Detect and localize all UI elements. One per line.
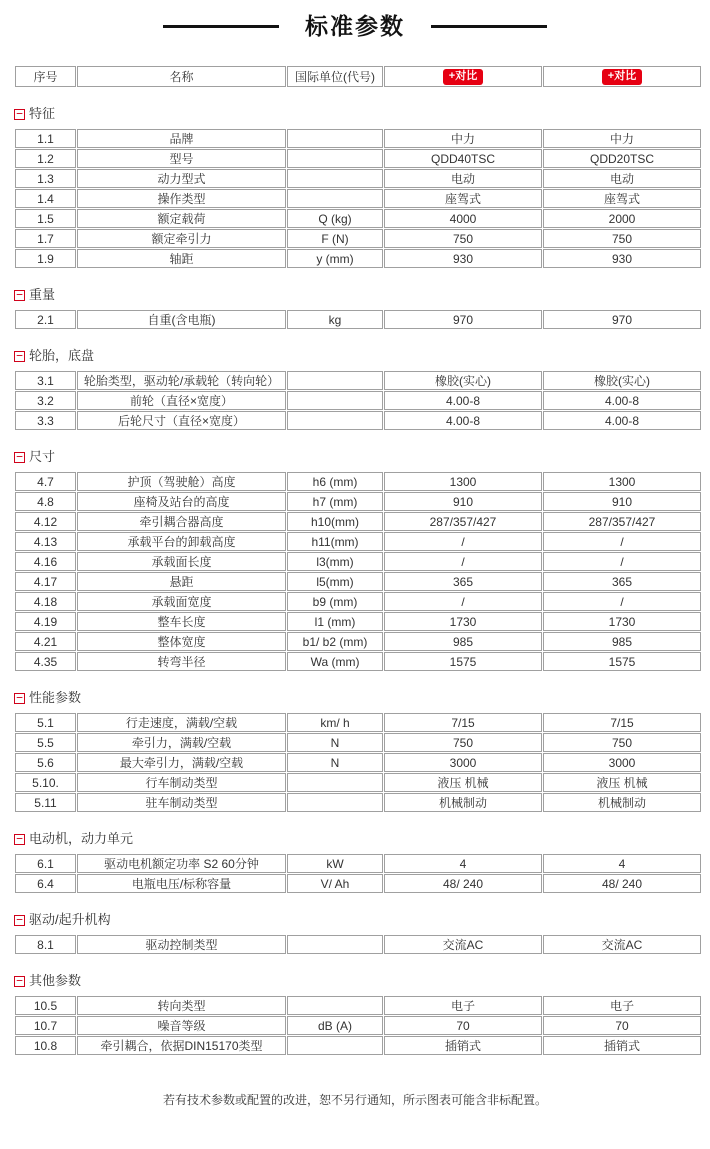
cell-name: 悬距 <box>77 572 286 591</box>
table-row <box>15 996 701 1015</box>
section-table <box>14 370 702 431</box>
cell-value-model-1: 1575 <box>384 652 542 671</box>
section-title: 轮胎，底盘 <box>29 348 95 363</box>
cell-unit <box>287 1036 383 1055</box>
cell-value-model-1: 750 <box>384 733 542 752</box>
page-title: 标准参数 <box>305 13 405 39</box>
cell-value-model-2: 4.00-8 <box>543 411 701 430</box>
spec-section <box>0 913 710 955</box>
section-header[interactable] <box>14 974 710 988</box>
cell-unit: b1/ b2 (mm) <box>287 632 383 651</box>
cell-index: 1.4 <box>15 189 76 208</box>
cell-value-model-1: 1730 <box>384 612 542 631</box>
section-title: 其他参数 <box>29 973 82 988</box>
cell-index: 5.1 <box>15 713 76 732</box>
cell-value-model-1: 4000 <box>384 209 542 228</box>
cell-unit: l3(mm) <box>287 552 383 571</box>
cell-name: 座椅及站台的高度 <box>77 492 286 511</box>
cell-index: 1.9 <box>15 249 76 268</box>
cell-index: 1.3 <box>15 169 76 188</box>
spec-section <box>0 450 710 672</box>
spec-section <box>0 288 710 330</box>
cell-name: 轮胎类型，驱动轮/承载轮（转向轮） <box>77 371 286 390</box>
cell-unit: h7 (mm) <box>287 492 383 511</box>
cell-value-model-2: / <box>543 532 701 551</box>
cell-value-model-1: 287/357/427 <box>384 512 542 531</box>
section-table <box>14 712 702 813</box>
cell-value-model-1: 交流AC <box>384 935 542 954</box>
cell-name: 转弯半径 <box>77 652 286 671</box>
cell-index: 3.2 <box>15 391 76 410</box>
cell-unit: y (mm) <box>287 249 383 268</box>
cell-value-model-2: 4 <box>543 854 701 873</box>
section-table <box>14 995 702 1056</box>
cell-value-model-1: QDD40TSC <box>384 149 542 168</box>
table-row <box>15 1036 701 1055</box>
cell-name: 噪音等级 <box>77 1016 286 1035</box>
cell-value-model-2: 3000 <box>543 753 701 772</box>
cell-name: 行车制动类型 <box>77 773 286 792</box>
cell-value-model-1: / <box>384 532 542 551</box>
table-row <box>15 572 701 591</box>
cell-unit <box>287 169 383 188</box>
cell-name: 电瓶电压/标称容量 <box>77 874 286 893</box>
page-title-row <box>0 12 710 40</box>
cell-value-model-2: 1730 <box>543 612 701 631</box>
cell-name: 轴距 <box>77 249 286 268</box>
cell-index: 6.1 <box>15 854 76 873</box>
table-row <box>15 632 701 651</box>
cell-index: 4.16 <box>15 552 76 571</box>
cell-unit: kg <box>287 310 383 329</box>
table-row <box>15 169 701 188</box>
cell-index: 10.7 <box>15 1016 76 1035</box>
cell-value-model-1: 机械制动 <box>384 793 542 812</box>
cell-value-model-2: 交流AC <box>543 935 701 954</box>
collapse-minus-icon[interactable]: − <box>14 351 25 362</box>
cell-value-model-2: / <box>543 552 701 571</box>
section-header[interactable] <box>14 913 710 927</box>
cell-value-model-1: 电子 <box>384 996 542 1015</box>
cell-value-model-2: 48/ 240 <box>543 874 701 893</box>
spec-section <box>0 691 710 813</box>
cell-name: 护顶（驾驶舱）高度 <box>77 472 286 491</box>
cell-index: 5.11 <box>15 793 76 812</box>
spec-section <box>0 107 710 269</box>
cell-index: 6.4 <box>15 874 76 893</box>
cell-unit <box>287 149 383 168</box>
section-table <box>14 128 702 269</box>
section-header[interactable] <box>14 832 710 846</box>
cell-value-model-1: 4 <box>384 854 542 873</box>
cell-value-model-2: QDD20TSC <box>543 149 701 168</box>
cell-value-model-2: 1575 <box>543 652 701 671</box>
cell-index: 3.3 <box>15 411 76 430</box>
cell-unit: l5(mm) <box>287 572 383 591</box>
table-row <box>15 129 701 148</box>
cell-unit <box>287 773 383 792</box>
cell-unit: b9 (mm) <box>287 592 383 611</box>
cell-index: 2.1 <box>15 310 76 329</box>
table-row <box>15 532 701 551</box>
cell-name: 动力型式 <box>77 169 286 188</box>
cell-value-model-2: 橡胶(实心) <box>543 371 701 390</box>
cell-name: 额定载荷 <box>77 209 286 228</box>
column-header-unit: 国际单位(代号) <box>287 66 383 87</box>
cell-value-model-1: 橡胶(实心) <box>384 371 542 390</box>
cell-unit: Wa (mm) <box>287 652 383 671</box>
cell-value-model-2: 电动 <box>543 169 701 188</box>
cell-unit: km/ h <box>287 713 383 732</box>
table-row <box>15 753 701 772</box>
title-decor-line-left <box>163 25 279 28</box>
cell-unit <box>287 371 383 390</box>
compare-header-table <box>14 65 702 88</box>
cell-index: 4.13 <box>15 532 76 551</box>
cell-name: 最大牵引力，满载/空载 <box>77 753 286 772</box>
cell-name: 承载面长度 <box>77 552 286 571</box>
cell-value-model-2: 2000 <box>543 209 701 228</box>
cell-unit: kW <box>287 854 383 873</box>
cell-name: 牵引耦合器高度 <box>77 512 286 531</box>
cell-name: 整体宽度 <box>77 632 286 651</box>
cell-name: 前轮（直径×宽度） <box>77 391 286 410</box>
section-title: 重量 <box>29 287 56 302</box>
section-title: 电动机，动力单元 <box>29 831 134 846</box>
cell-name: 行走速度，满载/空载 <box>77 713 286 732</box>
cell-value-model-2: 70 <box>543 1016 701 1035</box>
column-header-name: 名称 <box>77 66 286 87</box>
collapse-minus-icon[interactable]: − <box>14 915 25 926</box>
footer-disclaimer: 若有技术参数或配置的改进，恕不另行通知，所示图表可能含非标配置。 <box>162 1093 547 1107</box>
cell-index: 4.7 <box>15 472 76 491</box>
cell-unit <box>287 793 383 812</box>
cell-name: 承载面宽度 <box>77 592 286 611</box>
cell-name: 驱动控制类型 <box>77 935 286 954</box>
collapse-minus-icon[interactable]: − <box>14 290 25 301</box>
cell-index: 3.1 <box>15 371 76 390</box>
cell-value-model-2: 930 <box>543 249 701 268</box>
section-header[interactable] <box>14 349 710 363</box>
compare-button-2[interactable]: +对比 <box>602 69 642 85</box>
section-table <box>14 309 702 330</box>
cell-index: 1.2 <box>15 149 76 168</box>
cell-value-model-2: 液压 机械 <box>543 773 701 792</box>
cell-value-model-2: 4.00-8 <box>543 391 701 410</box>
spec-section <box>0 832 710 894</box>
cell-index: 4.17 <box>15 572 76 591</box>
cell-index: 5.5 <box>15 733 76 752</box>
table-row <box>15 1016 701 1035</box>
cell-index: 4.8 <box>15 492 76 511</box>
collapse-minus-icon[interactable]: − <box>14 452 25 463</box>
cell-unit: N <box>287 733 383 752</box>
cell-value-model-2: 7/15 <box>543 713 701 732</box>
cell-name: 自重(含电瓶) <box>77 310 286 329</box>
cell-value-model-1: 液压 机械 <box>384 773 542 792</box>
cell-index: 1.1 <box>15 129 76 148</box>
collapse-minus-icon[interactable]: − <box>14 976 25 987</box>
cell-name: 牵引力，满载/空载 <box>77 733 286 752</box>
spec-section <box>0 349 710 431</box>
cell-value-model-1: 365 <box>384 572 542 591</box>
cell-unit: h6 (mm) <box>287 472 383 491</box>
cell-name: 后轮尺寸（直径×宽度） <box>77 411 286 430</box>
cell-unit <box>287 189 383 208</box>
cell-value-model-1: / <box>384 592 542 611</box>
title-decor-line-right <box>431 25 547 28</box>
column-header-model-2 <box>543 66 701 87</box>
cell-value-model-2: 365 <box>543 572 701 591</box>
table-row <box>15 733 701 752</box>
cell-value-model-2: 座驾式 <box>543 189 701 208</box>
cell-name: 整车长度 <box>77 612 286 631</box>
compare-button-1[interactable]: +对比 <box>443 69 483 85</box>
spec-sections <box>0 107 710 1056</box>
cell-value-model-1: 48/ 240 <box>384 874 542 893</box>
section-header[interactable] <box>14 288 710 302</box>
cell-value-model-2: 287/357/427 <box>543 512 701 531</box>
cell-unit: h11(mm) <box>287 532 383 551</box>
cell-value-model-1: 7/15 <box>384 713 542 732</box>
cell-value-model-1: 座驾式 <box>384 189 542 208</box>
cell-value-model-2: 机械制动 <box>543 793 701 812</box>
cell-name: 额定牵引力 <box>77 229 286 248</box>
table-row <box>15 492 701 511</box>
section-table <box>14 934 702 955</box>
cell-name: 牵引耦合，依据DIN15170类型 <box>77 1036 286 1055</box>
cell-index: 4.35 <box>15 652 76 671</box>
cell-unit: N <box>287 753 383 772</box>
table-row <box>15 371 701 390</box>
cell-value-model-1: 4.00-8 <box>384 411 542 430</box>
cell-value-model-1: 中力 <box>384 129 542 148</box>
table-header-row <box>15 66 701 87</box>
table-row <box>15 713 701 732</box>
cell-value-model-1: 插销式 <box>384 1036 542 1055</box>
section-header[interactable] <box>14 107 710 121</box>
cell-value-model-1: 电动 <box>384 169 542 188</box>
cell-index: 1.5 <box>15 209 76 228</box>
table-row <box>15 249 701 268</box>
table-row <box>15 652 701 671</box>
cell-value-model-1: 70 <box>384 1016 542 1035</box>
cell-value-model-2: 中力 <box>543 129 701 148</box>
section-title: 驱动/起升机构 <box>29 912 111 927</box>
cell-unit: l1 (mm) <box>287 612 383 631</box>
table-row <box>15 391 701 410</box>
table-row <box>15 874 701 893</box>
table-row <box>15 854 701 873</box>
cell-index: 4.19 <box>15 612 76 631</box>
cell-value-model-2: 970 <box>543 310 701 329</box>
table-row <box>15 411 701 430</box>
column-header-index: 序号 <box>15 66 76 87</box>
cell-value-model-1: / <box>384 552 542 571</box>
table-row <box>15 552 701 571</box>
cell-value-model-2: 插销式 <box>543 1036 701 1055</box>
cell-unit <box>287 411 383 430</box>
table-row <box>15 189 701 208</box>
cell-unit: dB (A) <box>287 1016 383 1035</box>
cell-value-model-1: 3000 <box>384 753 542 772</box>
table-row <box>15 773 701 792</box>
cell-name: 驱动电机额定功率 S2 60分钟 <box>77 854 286 873</box>
table-row <box>15 229 701 248</box>
cell-value-model-2: 910 <box>543 492 701 511</box>
cell-name: 品牌 <box>77 129 286 148</box>
cell-name: 承载平台的卸载高度 <box>77 532 286 551</box>
cell-value-model-2: / <box>543 592 701 611</box>
cell-name: 转向类型 <box>77 996 286 1015</box>
cell-index: 5.6 <box>15 753 76 772</box>
cell-index: 4.12 <box>15 512 76 531</box>
cell-value-model-1: 930 <box>384 249 542 268</box>
cell-unit <box>287 391 383 410</box>
cell-value-model-1: 4.00-8 <box>384 391 542 410</box>
collapse-minus-icon[interactable]: − <box>14 834 25 845</box>
cell-name: 驻车制动类型 <box>77 793 286 812</box>
table-row <box>15 793 701 812</box>
section-table <box>14 853 702 894</box>
cell-value-model-1: 985 <box>384 632 542 651</box>
cell-unit: Q (kg) <box>287 209 383 228</box>
table-row <box>15 472 701 491</box>
table-row <box>15 592 701 611</box>
cell-value-model-2: 1300 <box>543 472 701 491</box>
cell-value-model-2: 750 <box>543 229 701 248</box>
cell-index: 4.18 <box>15 592 76 611</box>
cell-value-model-1: 970 <box>384 310 542 329</box>
cell-name: 操作类型 <box>77 189 286 208</box>
table-row <box>15 209 701 228</box>
spec-section <box>0 974 710 1056</box>
table-row <box>15 612 701 631</box>
cell-value-model-1: 910 <box>384 492 542 511</box>
column-header-model-1 <box>384 66 542 87</box>
section-title: 性能参数 <box>29 690 82 705</box>
cell-value-model-1: 1300 <box>384 472 542 491</box>
table-row <box>15 935 701 954</box>
cell-index: 10.5 <box>15 996 76 1015</box>
collapse-minus-icon[interactable]: − <box>14 109 25 120</box>
cell-value-model-2: 电子 <box>543 996 701 1015</box>
section-title: 尺寸 <box>29 449 56 464</box>
cell-value-model-2: 750 <box>543 733 701 752</box>
cell-name: 型号 <box>77 149 286 168</box>
cell-unit <box>287 935 383 954</box>
cell-index: 10.8 <box>15 1036 76 1055</box>
section-header[interactable] <box>14 450 710 464</box>
cell-index: 1.7 <box>15 229 76 248</box>
section-title: 特征 <box>29 106 56 121</box>
collapse-minus-icon[interactable]: − <box>14 693 25 704</box>
cell-index: 4.21 <box>15 632 76 651</box>
table-row <box>15 310 701 329</box>
cell-unit: V/ Ah <box>287 874 383 893</box>
cell-unit: F (N) <box>287 229 383 248</box>
table-row <box>15 512 701 531</box>
cell-index: 8.1 <box>15 935 76 954</box>
cell-value-model-2: 985 <box>543 632 701 651</box>
cell-unit <box>287 996 383 1015</box>
cell-unit <box>287 129 383 148</box>
cell-index: 5.10. <box>15 773 76 792</box>
cell-value-model-1: 750 <box>384 229 542 248</box>
section-table <box>14 471 702 672</box>
cell-unit: h10(mm) <box>287 512 383 531</box>
section-header[interactable] <box>14 691 710 705</box>
table-row <box>15 149 701 168</box>
